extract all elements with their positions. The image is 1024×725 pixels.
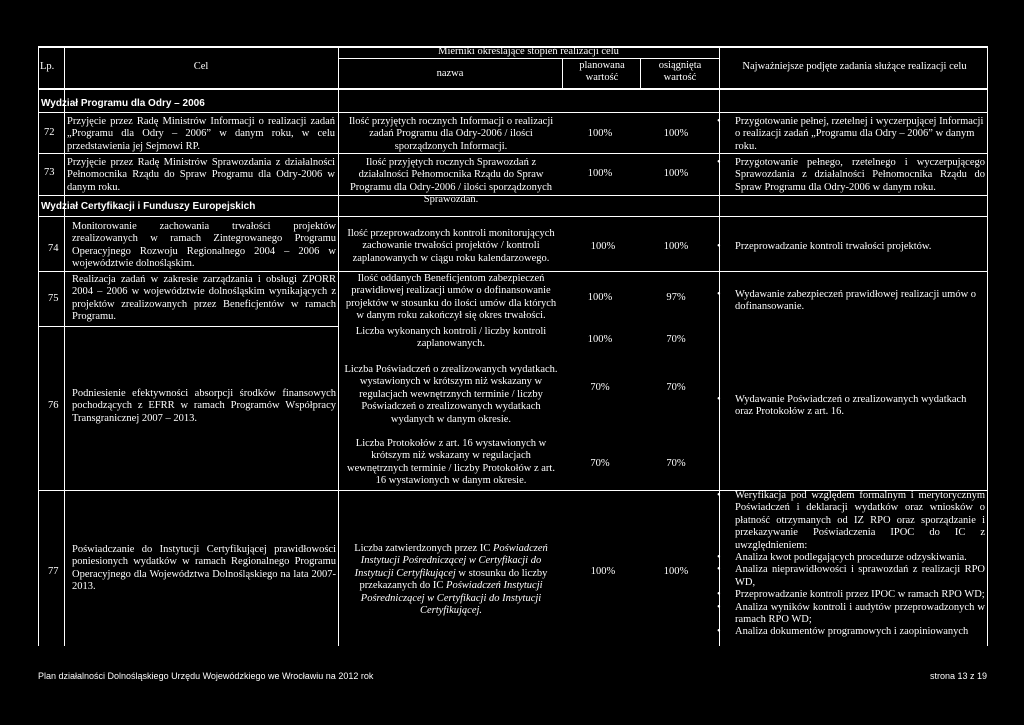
row73-cel: Przyjęcie przez Radę Ministrów Sprawozdania z działalności Pełnomocnika Rządu do Spraw Programu dla Odry-2006 w danym roku.: [67, 157, 335, 193]
row73-zadanie: • Przygotowanie pełnego, rzetelnego i wyczerpującego Sprawozdania z działalności Pełnomocnika Rządu do Spraw Programu dla Odry-2006 w danym roku.: [715, 157, 985, 194]
row74-bottom: [38, 271, 988, 272]
lp-column-border: [64, 46, 65, 646]
row72-zadanie: • Przygotowanie pełnej, rzetelnej i wyczerpującej Informacji o realizacji zadań „Programu dla Odry – 2006” w danym roku.: [715, 116, 985, 153]
row75-zadanie: • Wydawanie zabezpieczeń prawidłowej realizacji umów o dofinansowanie.: [715, 289, 985, 314]
section-title-certyfikacji: Wydział Certyfikacji i Funduszy Europejskich: [41, 201, 256, 212]
row76-lp: 76: [48, 400, 59, 411]
row73-zadania: [715, 157, 985, 194]
row75-cel: Realizacja zadań w zakresie zarządzania i obsługi ZPORR 2004 – 2006 w województwie dolnośląskim wynikających z projektów zrealizowanych przez Beneficjentów w ramach Programu.: [72, 274, 336, 323]
row76-cel: Podniesienie efektywności absorpcji środków finansowych pochodzących z EFRR w ramach Programów Współpracy Transgranicznej 2007 – 2013.: [72, 388, 336, 424]
row72-planowana: 100%: [587, 128, 613, 139]
row72-cel: Przyjęcie przez Radę Ministrów Informacji o realizacji zadań „Programu dla Odry – 2006” w danym roku, w celu przedstawienia jej Sejmowi RP.: [67, 116, 335, 152]
row75-bottom: [38, 326, 338, 327]
row74-cel: Monitorowanie zachowania trwałości projektów zrealizowanych w ramach Zintegrowanego Programu Operacyjnego Rozwoju Regionalnego 2004 – 2006 w województwie dolnośląskim.: [72, 221, 336, 270]
row72-nazwa: Ilość przyjętych rocznych Informacji o realizacji zadań Programu dla Odry-2006 / ilości sporządzonych Informacji.: [348, 116, 554, 152]
row75-nazwa-1: Ilość oddanych Beneficjentom zabezpieczeń prawidłowej realizacji umów o dofinansowanie projektów w stosunku do ilości umów dla których w danym roku zakończył się okres trwałości.: [345, 273, 557, 322]
row72-lp: 72: [44, 127, 55, 138]
row77-nazwa-part2: Poświadczeń Instytucji Pośredniczącej w Certyfikacji do Instytucji Certyfikującej: [354, 543, 548, 579]
row75-osiagnieta-1: 97%: [666, 292, 686, 303]
section-cert-bottom: [38, 216, 988, 217]
row77-zadanie-6: • Analiza dokumentów programowych i zaopiniowanych: [715, 626, 985, 638]
header-lp: Lp.: [40, 61, 55, 72]
header-bottom-border: [38, 88, 988, 90]
nazwa-column-border: [562, 58, 563, 88]
footer-left: Plan działalności Dolnośląskiego Urzędu Wojewódzkiego we Wrocławiu na 2012 rok: [38, 671, 374, 681]
row74-osiagnieta: 100%: [663, 241, 689, 252]
row77-zadanie-3: • Analiza nieprawidłowości i sprawozdań z realizacji RPO WD,: [715, 564, 985, 589]
row77-osiagnieta: 100%: [663, 566, 689, 577]
row73-osiagnieta: 100%: [663, 168, 689, 179]
table-left-border: [38, 46, 39, 646]
row75-nazwa-2: Liczba wykonanych kontroli / liczby kontroli zaplanowanych.: [355, 326, 547, 350]
row76-nazwa-2: Liczba Protokołów z art. 16 wystawionych w krótszym niż wskazany w regulacjach wewnętrznych terminie / liczby Protokołów z art. 16 wystawionych w danym okresie.: [347, 438, 555, 487]
row75-lp: 75: [48, 293, 59, 304]
row75-planowana-2: 100%: [587, 334, 613, 345]
row77-zadanie-5: • Analiza wyników kontroli i audytów przeprowadzonych w ramach RPO WD;: [715, 602, 985, 627]
row73-planowana: 100%: [587, 168, 613, 179]
row76-osiagnieta-2: 70%: [666, 458, 686, 469]
row72-zadania: [715, 116, 985, 153]
row74-planowana: 100%: [590, 241, 616, 252]
planowana-column-border: [640, 58, 641, 88]
footer-page-number: strona 13 z 19: [930, 671, 988, 681]
cel-column-border: [338, 46, 339, 646]
row77-nazwa-part3: w stosunku do liczby przekazanych do IC: [359, 567, 548, 592]
row74-lp: 74: [48, 243, 59, 254]
row74-zadania: [715, 241, 985, 253]
header-zadania: Najważniejsze podjęte zadania służące realizacji celu: [742, 61, 967, 72]
section-title-odra: Wydział Programu dla Odry – 2006: [41, 98, 205, 109]
row77-nazwa: [342, 543, 560, 617]
row72-osiagnieta: 100%: [663, 128, 689, 139]
row76-planowana-2: 70%: [590, 458, 610, 469]
row76-zadania: [715, 394, 987, 419]
row77-nazwa-part4: Poświadczeń Instytucji Pośredniczącej w Certyfikacji do Instytucji Certyfikującej.: [360, 580, 543, 617]
row75-osiagnieta-2: 70%: [666, 334, 686, 345]
row76-zadanie: • Wydawanie Poświadczeń o zrealizowanych wydatkach oraz Protokołów z art. 16.: [715, 394, 987, 419]
row77-zadanie-2: • Analiza kwot podlegających procedurze odzyskiwania.: [715, 552, 985, 564]
row77-zadanie-4: • Przeprowadzanie kontroli przez IPOC w ramach RPO WD;: [715, 589, 985, 601]
row77-zadanie-1: • Weryfikacja pod względem formalnym i merytorycznym Poświadczeń i deklaracji wydatków oraz wniosków o płatność otrzymanych od IZ RPO oraz sporządzanie i przekazywanie Poświadczenia IPOC do IC z uwzględnieniem:: [715, 490, 985, 552]
header-cel: Cel: [193, 61, 209, 72]
row76-osiagnieta-1: 70%: [666, 382, 686, 393]
row77-nazwa-part1: Liczba zatwierdzonych przez IC: [354, 543, 493, 554]
section-odra-bottom: [38, 112, 988, 113]
header-mierniki: Mierniki określające stopień realizacji celu: [438, 46, 619, 57]
row77-planowana: 100%: [590, 566, 616, 577]
header-osiagnieta: osiągnięta wartość: [658, 60, 702, 84]
row74-nazwa: Ilość przeprowadzonych kontroli monitorujących zachowanie trwałości projektów / kontroli zaplanowanych w ciągu roku kalendarzowego.: [347, 228, 555, 264]
header-nazwa: nazwa: [436, 68, 464, 79]
row76-planowana-1: 70%: [590, 382, 610, 393]
row75-zadania: [715, 289, 985, 314]
header-planowana: planowana wartość: [579, 60, 625, 84]
row73-lp: 73: [44, 167, 55, 178]
row77-cel: Poświadczanie do Instytucji Certyfikującej prawidłowości poniesionych wydatków w ramach Regionalnego Programu Operacyjnego dla Województwa Dolnośląskiego na lata 2007-2013.: [72, 544, 336, 593]
row76-nazwa-1: Liczba Poświadczeń o zrealizowanych wydatkach. wystawionych w krótszym niż wskazany w regulacjach wewnętrznych terminie / liczby Poświadczeń o zrealizowanych wydatkach wydanych w danym okresie.: [344, 364, 558, 425]
row74-zadanie: • Przeprowadzanie kontroli trwałości projektów.: [715, 241, 985, 253]
row73-nazwa: Ilość przyjętych rocznych Sprawozdań z działalności Pełnomocnika Rządu do Spraw Programu dla Odry-2006 / ilości sporządzonych Sprawozdań.: [349, 157, 553, 206]
row75-planowana-1: 100%: [587, 292, 613, 303]
row77-zadania: [715, 490, 985, 639]
table-right-border: [987, 46, 988, 646]
row77-lp: 77: [48, 566, 59, 577]
